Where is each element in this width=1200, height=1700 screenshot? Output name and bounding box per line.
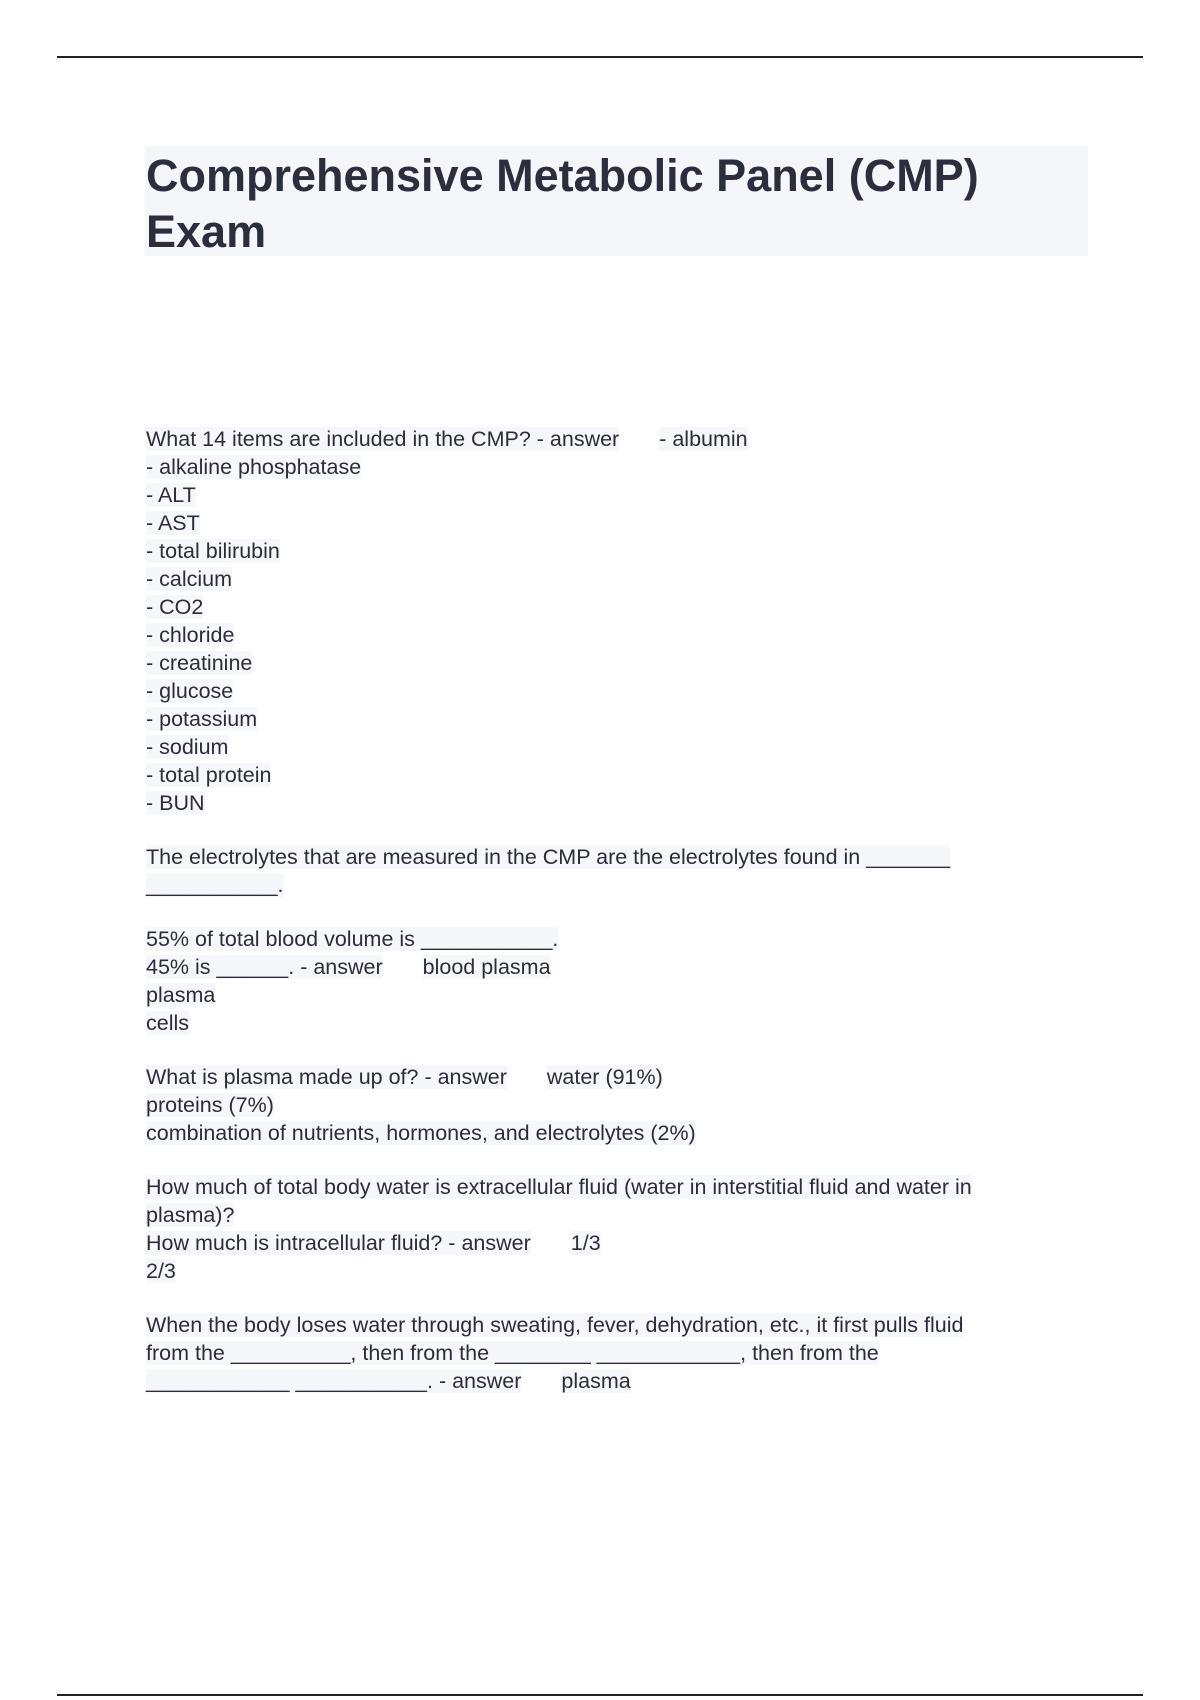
answer-text: water (91%) (546, 1065, 663, 1089)
qa-text: - creatinine (146, 651, 253, 675)
answer-text: blood plasma (422, 955, 551, 979)
qa-text: When the body loses water through sweating, fever, dehydration, etc., it first pulls fluid (146, 1313, 964, 1337)
qa-line (146, 481, 1086, 509)
qa-text: The electrolytes that are measured in the CMP are the electrolytes found in _______ (146, 845, 950, 869)
qa-text: What 14 items are included in the CMP? - answer (146, 427, 620, 451)
qa-line (146, 925, 1086, 953)
qa-line (146, 425, 1086, 453)
qa-text: ____________ ___________. - answer (146, 1369, 522, 1393)
qa-line (146, 1367, 1086, 1395)
qa-line (146, 733, 1086, 761)
qa-block (146, 425, 1086, 817)
qa-line (146, 1339, 1086, 1367)
qa-text: - chloride (146, 623, 235, 647)
qa-text: 2/3 (146, 1259, 176, 1283)
qa-text: from the __________, then from the ________ ____________, then from the (146, 1341, 879, 1365)
qa-text: - AST (146, 511, 200, 535)
qa-line (146, 1091, 1086, 1119)
qa-line (146, 1257, 1086, 1285)
qa-block (146, 1063, 1086, 1147)
qa-text: - potassium (146, 707, 258, 731)
qa-text: - calcium (146, 567, 233, 591)
qa-text: - ALT (146, 483, 196, 507)
qa-line (146, 1311, 1086, 1339)
qa-line (146, 1201, 1086, 1229)
qa-text: - total protein (146, 763, 272, 787)
qa-line (146, 649, 1086, 677)
answer-text: plasma (561, 1369, 631, 1393)
qa-line (146, 981, 1086, 1009)
qa-line (146, 1009, 1086, 1037)
qa-line (146, 953, 1086, 981)
qa-line (146, 565, 1086, 593)
qa-text: plasma (146, 983, 216, 1007)
qa-list (146, 425, 1086, 1421)
qa-line (146, 705, 1086, 733)
qa-line (146, 537, 1086, 565)
qa-block (146, 843, 1086, 899)
qa-line (146, 621, 1086, 649)
qa-block (146, 1311, 1086, 1395)
qa-line (146, 789, 1086, 817)
qa-line (146, 843, 1086, 871)
qa-text: plasma)? (146, 1203, 235, 1227)
qa-text: How much of total body water is extracellular fluid (water in interstitial fluid and water in (146, 1175, 972, 1199)
qa-line (146, 871, 1086, 899)
answer-text: 1/3 (570, 1231, 601, 1255)
qa-text: cells (146, 1011, 190, 1035)
qa-text: How much is intracellular fluid? - answer (146, 1231, 531, 1255)
top-rule (57, 56, 1143, 58)
qa-text: combination of nutrients, hormones, and electrolytes (2%) (146, 1121, 696, 1145)
qa-text: What is plasma made up of? - answer (146, 1065, 507, 1089)
qa-text: - glucose (146, 679, 234, 703)
qa-line (146, 509, 1086, 537)
answer-text: - albumin (659, 427, 748, 451)
qa-line (146, 1119, 1086, 1147)
qa-text: 55% of total blood volume is ___________. (146, 927, 559, 951)
qa-line (146, 1229, 1086, 1257)
qa-line (146, 1173, 1086, 1201)
qa-text: - sodium (146, 735, 229, 759)
qa-text: - total bilirubin (146, 539, 280, 563)
qa-line (146, 677, 1086, 705)
qa-line (146, 453, 1086, 481)
qa-line (146, 1063, 1086, 1091)
qa-block (146, 925, 1086, 1037)
qa-text: ___________. (146, 873, 284, 897)
qa-text: proteins (7%) (146, 1093, 274, 1117)
qa-text: 45% is ______. - answer (146, 955, 383, 979)
qa-line (146, 761, 1086, 789)
qa-text: - alkaline phosphatase (146, 455, 362, 479)
qa-text: - BUN (146, 791, 205, 815)
page-title: Comprehensive Metabolic Panel (CMP) Exam (146, 150, 979, 257)
qa-text: - CO2 (146, 595, 204, 619)
bottom-rule (57, 1694, 1143, 1696)
qa-block (146, 1173, 1086, 1285)
qa-line (146, 593, 1086, 621)
